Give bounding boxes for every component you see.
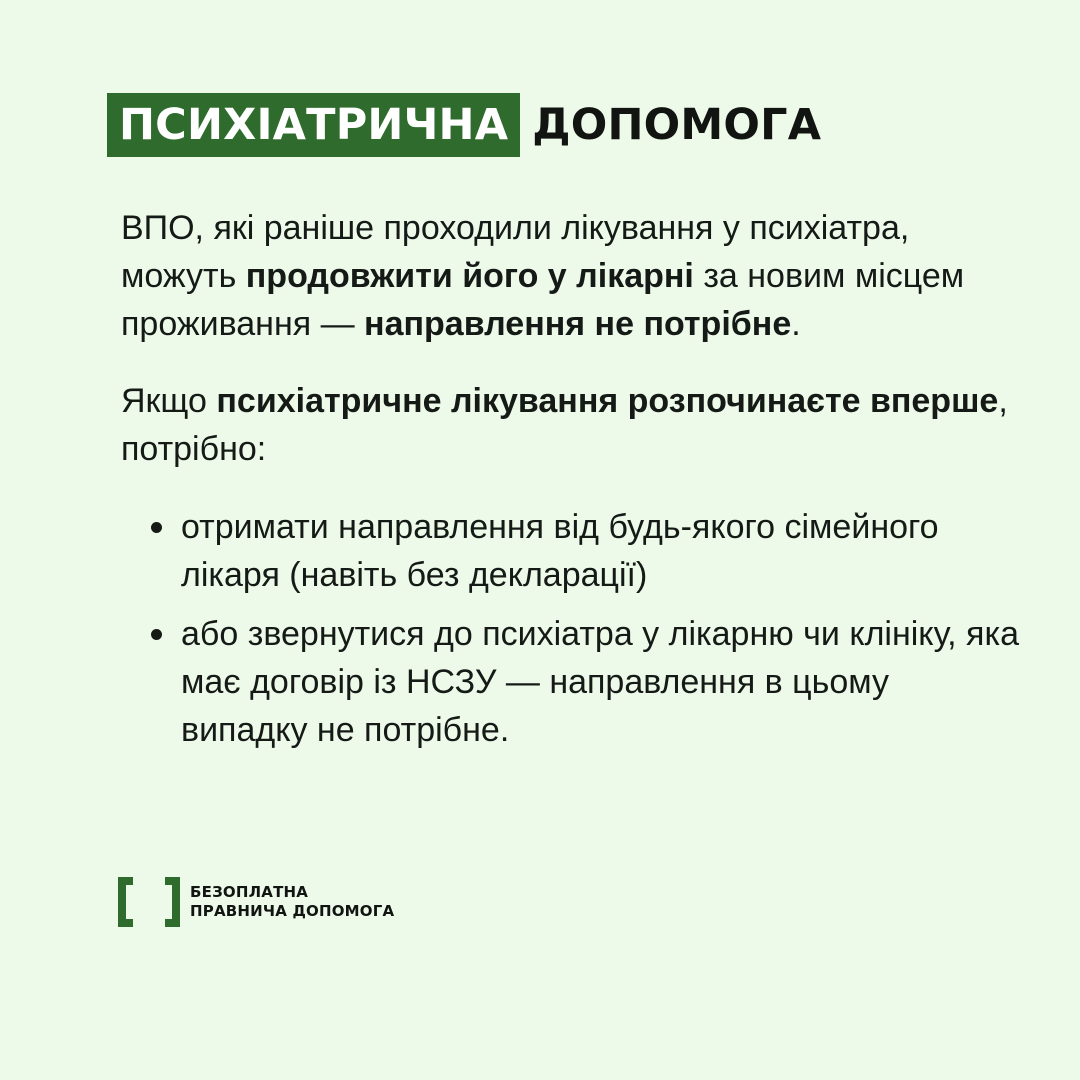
paragraph-1-bold-1: продовжити його у лікарні <box>245 257 694 295</box>
paragraph-2-text-2: , потрібно: <box>121 382 1008 468</box>
paragraph-1-text-2: за новим місцем проживання — <box>121 257 965 343</box>
page-title <box>107 93 821 157</box>
title-rest: ДОПОМОГА <box>532 100 822 150</box>
list-item-text: або звернутися до психіатра у лікарню чи клініку, яка має договір із НСЗУ — направлення в цьому випадку не потрібне. <box>181 615 1019 749</box>
bullet-dot-icon <box>151 522 162 533</box>
paragraph-1-text-3: . <box>791 305 801 343</box>
list-item <box>121 610 1021 754</box>
main-content <box>121 204 1021 765</box>
bullet-dot-icon <box>151 629 162 640</box>
brackets-logo-icon <box>117 876 181 928</box>
paragraph-first-treatment <box>121 377 1021 473</box>
list-item <box>121 503 1021 599</box>
paragraph-2-bold-1: психіатричне лікування розпочинаєте вперше <box>216 382 999 420</box>
paragraph-2-text-1: Якщо <box>121 382 217 420</box>
paragraph-idp-treatment <box>121 204 1021 348</box>
paragraph-1-text-1: ВПО, які раніше проходили лікування у психіатра, можуть <box>121 209 910 295</box>
list-item-text: отримати направлення від будь-якого сімейного лікаря (навіть без декларації) <box>181 508 939 594</box>
paragraph-1-bold-2: направлення не потрібне <box>364 305 792 343</box>
logo-text <box>190 883 394 921</box>
logo-line-2: ПРАВНИЧА ДОПОМОГА <box>190 902 395 920</box>
logo <box>117 876 394 928</box>
logo-line-1: БЕЗОПЛАТНА <box>190 883 309 901</box>
requirements-list <box>121 503 1021 754</box>
title-highlight: ПСИХІАТРИЧНА <box>107 93 520 157</box>
